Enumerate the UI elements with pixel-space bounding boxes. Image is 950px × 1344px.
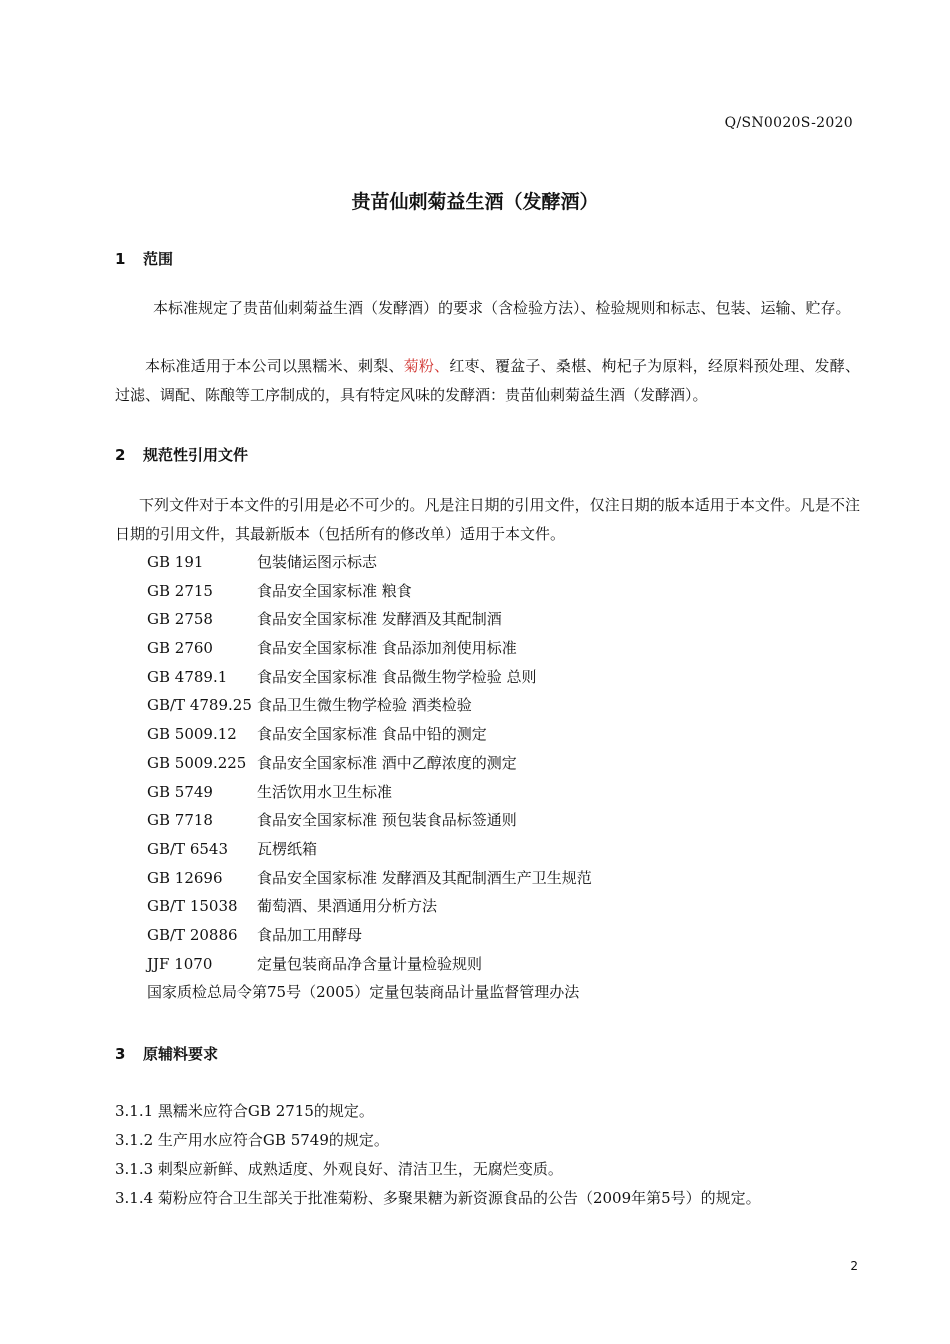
reference-item (147, 806, 592, 835)
reference-item (147, 950, 592, 979)
reference-item (147, 835, 592, 864)
reference-title: 生活饮用水卫生标准 (257, 782, 393, 801)
reference-code: GB 4789.1 (147, 667, 228, 686)
reference-code: GB 2760 (147, 639, 213, 658)
reference-item (147, 921, 592, 950)
section-number: 1 (115, 250, 126, 268)
reference-title: 食品安全国家标准 发酵酒及其配制酒 (257, 610, 502, 629)
reference-item (147, 864, 592, 893)
reference-title: 食品安全国家标准 食品中铅的测定 (257, 725, 487, 744)
reference-list (147, 548, 592, 1007)
requirement-item: 3.1.3 刺梨应新鲜、成熟适度、外观良好、清洁卫生，无腐烂变质。 (115, 1160, 563, 1178)
page-number: 2 (850, 1259, 858, 1273)
reference-item (147, 892, 592, 921)
reference-title: 瓦楞纸箱 (257, 839, 318, 858)
section-title: 范围 (143, 250, 174, 268)
reference-item-regulation (147, 978, 592, 1007)
scope-text-part-2: 红枣、覆盆子、桑椹、枸杞子为原料，经原料预处理、发酵、过滤、调配、陈酿等工序制成的，具有特定风味的发酵酒：贵苗仙刺菊益生酒（发酵酒）。 (115, 357, 860, 404)
scope-paragraph-2 (115, 352, 860, 410)
reference-item (147, 778, 592, 807)
reference-title: 食品卫生微生物学检验 酒类检验 (257, 696, 472, 715)
reference-code: GB/T 4789.25 (147, 696, 252, 715)
highlighted-ingredient: 菊粉、 (403, 357, 450, 375)
reference-code: GB 191 (147, 553, 204, 571)
reference-item (147, 605, 592, 634)
reference-title: 葡萄酒、果酒通用分析方法 (257, 897, 438, 916)
scope-paragraph-1: 本标准规定了贵苗仙刺菊益生酒（发酵酒）的要求（含检验方法）、检验规则和标志、包装、运输、贮存。 (153, 299, 851, 317)
reference-code: GB/T 20886 (147, 925, 238, 944)
reference-code: GB 2715 (147, 581, 213, 600)
requirement-list (115, 1097, 761, 1213)
reference-code: GB 5009.12 (147, 725, 237, 744)
scope-text-part-1: 本标准适用于本公司以黑糯米、刺梨、 (145, 357, 404, 375)
references-intro: 下列文件对于本文件的引用是必不可少的。凡是注日期的引用文件，仅注日期的版本适用于本文件。凡是不注日期的引用文件，其最新版本（包括所有的修改单）适用于本文件。 (115, 496, 860, 543)
requirement-item: 3.1.1 黑糯米应符合GB 2715的规定。 (115, 1102, 374, 1120)
section-2-heading (115, 444, 248, 465)
reference-title: 定量包装商品净含量计量检验规则 (257, 954, 483, 973)
reference-code: GB/T 15038 (147, 897, 238, 916)
section-number: 3 (115, 1045, 126, 1063)
reference-code: GB 2758 (147, 610, 213, 629)
reference-code: GB 5009.225 (147, 753, 247, 772)
reference-title: 食品安全国家标准 食品添加剂使用标准 (257, 639, 517, 658)
section-1-heading (115, 248, 173, 269)
document-title: 贵苗仙刺菊益生酒（发酵酒） (351, 191, 599, 213)
reference-title: 食品安全国家标准 预包装食品标签通则 (257, 811, 517, 830)
reference-code: GB 12696 (147, 868, 223, 887)
reference-title: 食品加工用酵母 (257, 925, 363, 944)
reference-item (147, 548, 592, 577)
reference-title: 食品安全国家标准 发酵酒及其配制酒生产卫生规范 (257, 868, 592, 887)
document-code: Q/SN0020S-2020 (724, 115, 853, 131)
reference-title: 食品安全国家标准 粮食 (257, 581, 412, 600)
reference-item (147, 691, 592, 720)
section-title: 原辅料要求 (143, 1045, 219, 1063)
reference-item (147, 663, 592, 692)
reference-title: 食品安全国家标准 酒中乙醇浓度的测定 (257, 753, 517, 772)
reference-title: 包装储运图示标志 (257, 553, 378, 571)
reference-title: 食品安全国家标准 食品微生物学检验 总则 (257, 667, 537, 686)
reference-code: GB 7718 (147, 811, 213, 830)
reference-item (147, 634, 592, 663)
reference-item (147, 720, 592, 749)
reference-code: JJF 1070 (147, 954, 213, 973)
requirement-item: 3.1.4 菊粉应符合卫生部关于批准菊粉、多聚果糖为新资源食品的公告（2009年第5号）的规定。 (115, 1189, 761, 1207)
reference-code: GB 5749 (147, 782, 213, 801)
requirement-item: 3.1.2 生产用水应符合GB 5749的规定。 (115, 1131, 389, 1149)
reference-code: GB/T 6543 (147, 839, 229, 858)
section-3-heading (115, 1043, 218, 1064)
reference-title: 国家质检总局令第75号（2005）定量包装商品计量监督管理办法 (147, 983, 580, 1002)
section-number: 2 (115, 446, 126, 464)
reference-item (147, 749, 592, 778)
reference-item (147, 577, 592, 606)
section-title: 规范性引用文件 (143, 446, 249, 464)
